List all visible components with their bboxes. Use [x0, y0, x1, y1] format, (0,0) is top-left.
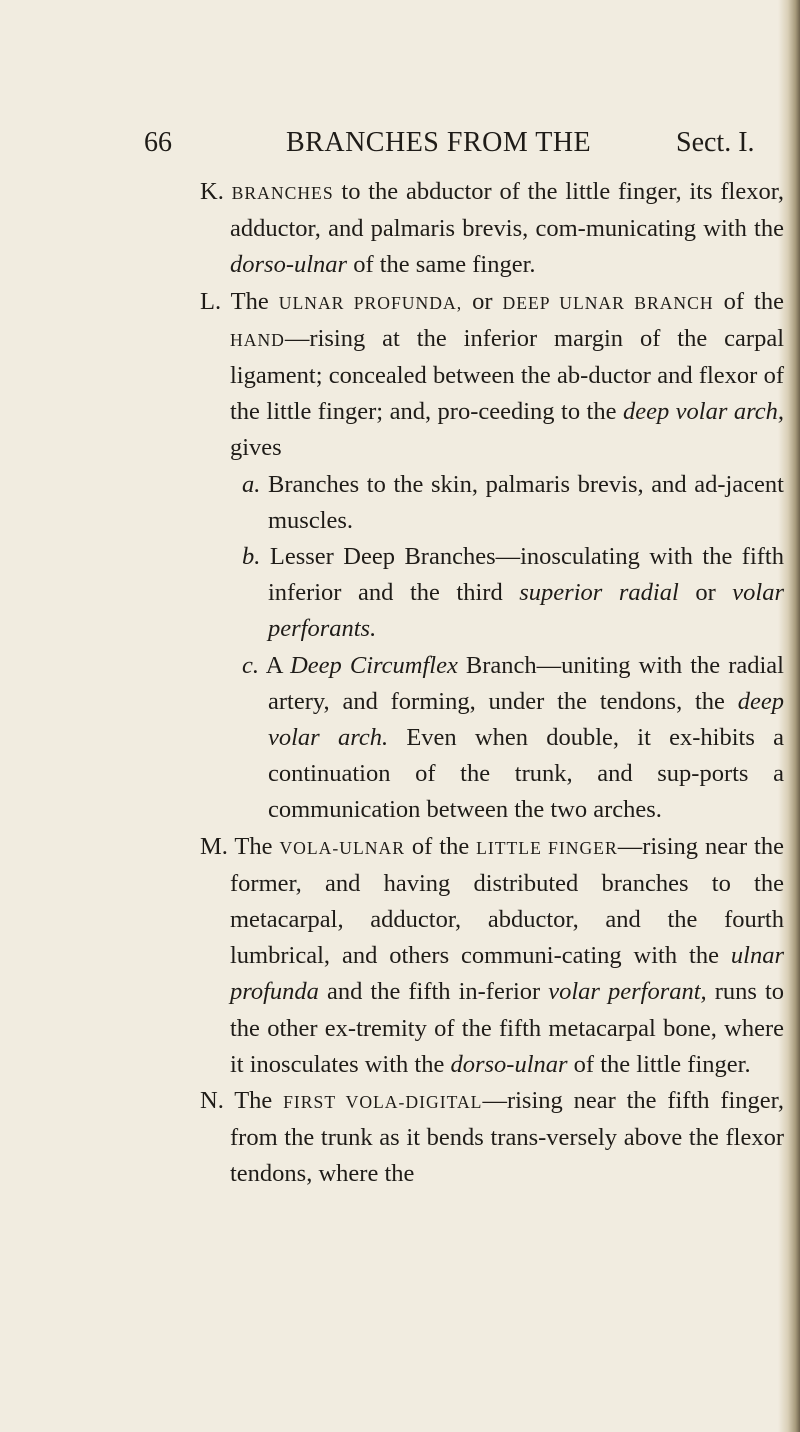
text-run: or	[462, 287, 503, 315]
text-run: and the fifth in-ferior	[318, 978, 549, 1006]
text-run: of the	[404, 832, 477, 860]
italic-term: Deep Circumflex	[290, 651, 458, 679]
text-run: of the	[713, 287, 784, 315]
text-run: The	[223, 1087, 284, 1115]
text-run: Branches to the skin, palmaris brevis, and ad-jacent muscles.	[260, 470, 784, 534]
text-run: runs to the other ex-tremity of the fifth metacarpal bone, where it inosculates with the	[230, 978, 784, 1078]
subparagraph-b	[242, 539, 784, 648]
italic-term: volar perforant,	[548, 978, 707, 1006]
small-caps-term: LITTLE FINGER	[476, 837, 618, 858]
text-run: Even when double, it ex-hibits a continuation of the trunk, and sup-ports a communication between the two arches.	[268, 724, 784, 824]
small-caps-term: VOLA-ULNAR	[279, 837, 405, 858]
text-run: —rising near the fifth finger, from the trunk as it bends trans-versely above the flexor tendons, where the	[230, 1087, 784, 1188]
item-letter: K.	[200, 178, 224, 205]
subparagraph-a	[242, 467, 784, 539]
paragraph-m	[200, 829, 784, 1083]
page-number: 66	[144, 127, 172, 158]
section-label: Sect. I.	[676, 127, 755, 158]
small-caps-term: ULNAR PROFUNDA,	[278, 292, 463, 313]
text-run: of the same finger.	[347, 251, 536, 279]
small-caps-term: BRANCHES	[231, 183, 334, 203]
item-letter: N.	[200, 1087, 224, 1115]
text-run: Branch—uniting with the radial artery, and forming, under the tendons, the	[268, 651, 784, 715]
item-letter: M.	[200, 832, 228, 860]
text-run: or	[678, 579, 733, 607]
running-header	[0, 123, 800, 163]
text-run: —rising near the former, and having distributed branches to the metacarpal, adductor, abductor, and the fourth lumbrical, and others communi-cating with the	[230, 832, 784, 970]
text-run: gives	[230, 434, 282, 462]
item-letter: c.	[242, 651, 259, 679]
italic-term: deep volar arch.	[268, 687, 784, 752]
text-run: to the abductor of the little finger, its flexor, adductor, and palmaris brevis, com-municating with the	[230, 178, 784, 243]
item-letter: a.	[242, 470, 261, 498]
subparagraph-c	[242, 648, 784, 829]
text-run: of the little finger.	[567, 1050, 751, 1078]
running-title: BRANCHES FROM THE	[286, 127, 592, 158]
text-run: The	[221, 287, 279, 315]
paragraph-k	[200, 174, 784, 284]
item-letter: b.	[242, 543, 261, 571]
italic-term: ulnar profunda	[230, 942, 784, 1006]
italic-term: volar perforants.	[268, 579, 785, 643]
text-run: The	[227, 832, 280, 860]
small-caps-term: FIRST VOLA-DIGITAL	[283, 1092, 483, 1113]
italic-term: dorso-ulnar	[450, 1050, 568, 1078]
text-run: Lesser Deep Branches—inosculating with the fifth inferior and the third	[260, 543, 784, 607]
paragraph-l	[200, 284, 784, 467]
italic-term: dorso-ulnar	[230, 251, 348, 279]
paragraph-n	[200, 1083, 784, 1193]
small-caps-term: DEEP ULNAR BRANCH	[502, 292, 714, 313]
page-body	[200, 174, 784, 1193]
italic-term: deep volar arch,	[622, 398, 784, 426]
small-caps-term: HAND	[230, 329, 285, 350]
italic-term: superior radial	[519, 579, 679, 607]
text-run: —rising at the inferior margin of the carpal ligament; concealed between the ab-ductor and flexor of the little finger; and, pro-ceeding to the	[230, 324, 784, 426]
item-letter: L.	[200, 287, 222, 315]
text-run: A	[259, 651, 291, 679]
